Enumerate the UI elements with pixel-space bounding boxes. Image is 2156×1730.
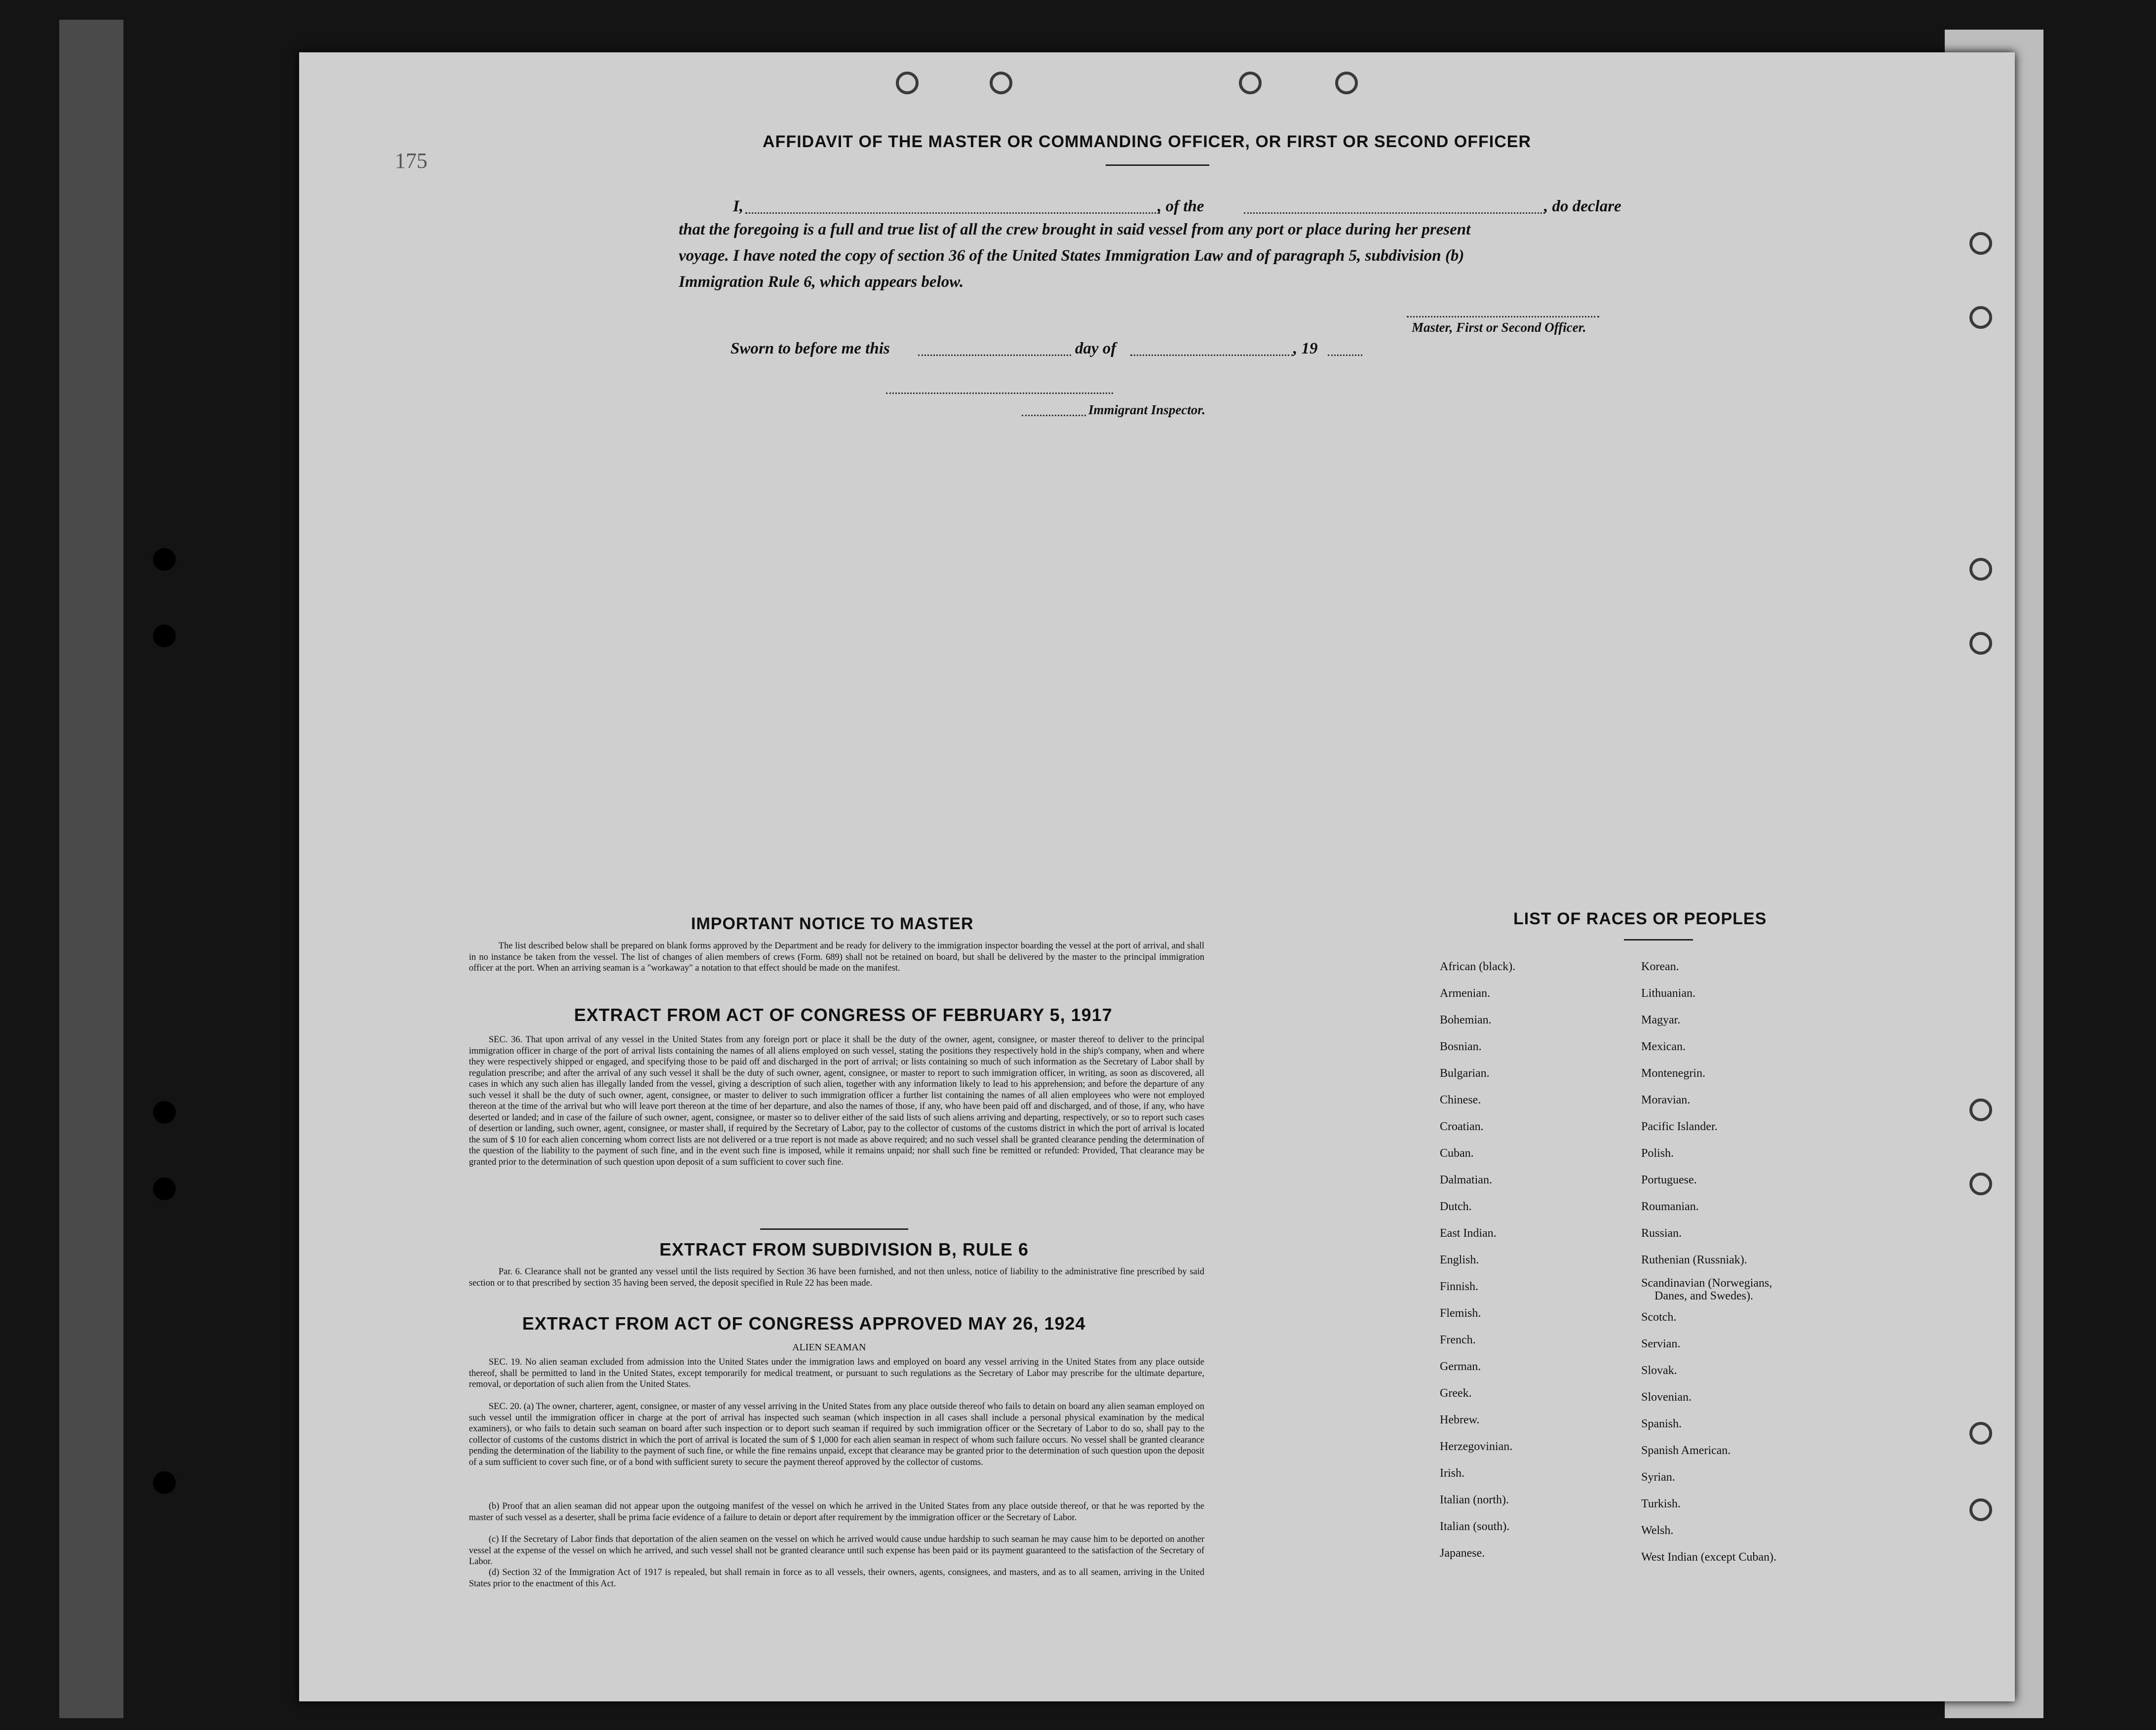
race-item: Pacific Islander. <box>1641 1120 1718 1133</box>
blank-inspector-prefix <box>1022 415 1086 416</box>
blank-name <box>745 212 1160 214</box>
race-item: Dalmatian. <box>1440 1174 1492 1186</box>
extract-1924-title: EXTRACT FROM ACT OF CONGRESS APPROVED MAY 26, 1924 <box>522 1313 1086 1334</box>
race-item: Scotch. <box>1641 1311 1677 1324</box>
race-item: Montenegrin. <box>1641 1067 1705 1080</box>
margin-note: 175 <box>395 149 427 173</box>
rule6-title: EXTRACT FROM SUBDIVISION B, RULE 6 <box>659 1239 1029 1259</box>
race-item: Mexican. <box>1641 1040 1686 1053</box>
sworn-text-b: day of <box>1075 340 1116 357</box>
sworn-text-a: Sworn to before me this <box>731 340 890 357</box>
race-item: Irish. <box>1440 1467 1464 1480</box>
punch-ring <box>1969 632 1992 655</box>
race-item: Lithuanian. <box>1641 987 1695 1000</box>
race-item: Spanish. <box>1641 1417 1682 1430</box>
affidavit-line1-b: , of the <box>1157 197 1204 215</box>
punch-ring <box>990 72 1012 94</box>
race-item: Finnish. <box>1440 1280 1479 1293</box>
race-item: Magyar. <box>1641 1014 1681 1026</box>
race-item: Scandinavian (Norwegians, <box>1641 1277 1772 1290</box>
blank-inspector-signature <box>886 393 1113 394</box>
race-item: Portuguese. <box>1641 1174 1697 1186</box>
affidavit-line1-a: I, <box>733 197 744 215</box>
race-item: Moravian. <box>1641 1094 1691 1106</box>
race-item: Japanese. <box>1440 1547 1485 1560</box>
race-item: Chinese. <box>1440 1094 1481 1106</box>
alien-seaman-subtitle: ALIEN SEAMAN <box>792 1342 866 1353</box>
sec20a-text: SEC. 20. (a) The owner, charterer, agent, consignee, or master of any vessel arriving in the United States from any place outside thereof who fails to detain on board any alien seaman employed on such vessel until the immigration officer in charge at the port of arrival has inspected such seaman (which inspection in all cases shall include a personal physical examination by the medical examiners), or who fails to detain such seaman on board after such inspection or to deport such seaman if required by such immigration officer or the Secretary of Labor to do so, shall pay to the collector of customs of the customs district in which the port of arrival is located the sum of $ 1,000 for each alien seaman in respect of whom such failure occurs. No vessel shall be granted clearance pending the determination of the liability to the payment of such fine, or while the fine remains unpaid, except that clearance may be granted prior to the determination of such question upon the deposit of a sum sufficient to cover such fine, or of a bond with sufficient surety to secure the payment thereof approved by the collector of customs. <box>469 1402 1204 1467</box>
binder-hole <box>153 1101 176 1124</box>
race-item: French. <box>1440 1334 1476 1346</box>
punch-ring <box>1969 1099 1992 1121</box>
blank-sworn-day <box>918 354 1071 356</box>
race-item: East Indian. <box>1440 1227 1497 1240</box>
rule6-text: Par. 6. Clearance shall not be granted any vessel until the lists required by Section 36 have been furnished, and not then unless, notice of liability to the administrative fine prescribed by said section or to that prescribed by section 35 having been served, the deposit specified in Rule 22 has been made. <box>469 1267 1204 1288</box>
blank-master-signature <box>1407 316 1599 317</box>
race-item: English. <box>1440 1254 1479 1266</box>
notice-title: IMPORTANT NOTICE TO MASTER <box>691 914 974 933</box>
divider <box>1624 939 1693 941</box>
race-item: Roumanian. <box>1641 1200 1699 1213</box>
race-item: Servian. <box>1641 1337 1681 1350</box>
race-item: Bosnian. <box>1440 1040 1482 1053</box>
race-item: Hebrew. <box>1440 1414 1480 1426</box>
race-item: Italian (north). <box>1440 1494 1509 1506</box>
blank-sworn-month <box>1130 354 1293 356</box>
race-item: Flemish. <box>1440 1307 1481 1320</box>
divider <box>760 1228 908 1230</box>
race-item: Herzegovinian. <box>1440 1440 1513 1453</box>
affidavit-line3: voyage. I have noted the copy of section 36 of the United States Immigration Law and of paragraph 5, subdivision (b) <box>679 247 1464 265</box>
race-item: Armenian. <box>1440 987 1490 1000</box>
binder-hole <box>153 548 176 571</box>
race-item: Russian. <box>1641 1227 1682 1240</box>
binder-hole <box>153 1178 176 1200</box>
race-item: Italian (south). <box>1440 1520 1510 1533</box>
race-item: Croatian. <box>1440 1120 1484 1133</box>
sec20c-text: (c) If the Secretary of Labor finds that deportation of the alien seamen on the vessel on which he arrived would cause undue hardship to such seaman he may cause him to be deported on another vessel at the expense of the vessel on which he arrived, and such vessel shall not be granted clearance until such expense has been paid or its payment guaranteed to the satisfaction of the Secretary of Labor. <box>469 1534 1204 1567</box>
binder-strip <box>59 20 123 1718</box>
punch-ring <box>896 72 919 94</box>
punch-ring <box>1239 72 1262 94</box>
punch-ring <box>1969 1498 1992 1521</box>
race-item: West Indian (except Cuban). <box>1641 1551 1776 1564</box>
binder-hole <box>153 625 176 647</box>
race-item: German. <box>1440 1360 1481 1373</box>
extract-1917-title: EXTRACT FROM ACT OF CONGRESS OF FEBRUARY 5, 1917 <box>574 1005 1113 1025</box>
race-item: African (black). <box>1440 960 1516 973</box>
punch-ring <box>1969 1422 1992 1445</box>
notice-text: The list described below shall be prepared on blank forms approved by the Department and be ready for delivery to the immigration inspector boarding the vessel at the port of arrival, and shall in no instance be taken from the vessel. The list of changes of alien members of crews (Form. 689) shall not be retained on board, but shall be delivered by the master to the principal immigration officer at the port. When an arriving seaman is a "workaway" a notation to that effect should be made on the manifest. <box>469 941 1204 973</box>
blank-vessel <box>1244 212 1545 214</box>
punch-ring <box>1969 1173 1992 1195</box>
affidavit-title: AFFIDAVIT OF THE MASTER OR COMMANDING OFFICER, OR FIRST OR SECOND OFFICER <box>763 132 1531 151</box>
blank-sworn-year <box>1328 354 1362 356</box>
master-signature-label: Master, First or Second Officer. <box>1412 320 1586 335</box>
race-item: Danes, and Swedes). <box>1655 1290 1753 1302</box>
affidavit-line4: Immigration Rule 6, which appears below. <box>679 273 964 291</box>
inspector-label: Immigrant Inspector. <box>1088 402 1206 417</box>
affidavit-line1-c: , do declare <box>1544 197 1621 215</box>
punch-ring <box>1969 232 1992 255</box>
sec20d-text: (d) Section 32 of the Immigration Act of 1917 is repealed, but shall remain in force as to all vessels, their owners, agents, consignees, and masters, and as to all seamen, arriving in the United States prior to the enactment of this Act. <box>469 1568 1204 1589</box>
race-item: Polish. <box>1641 1147 1674 1160</box>
race-item: Cuban. <box>1440 1147 1474 1160</box>
extract-1917-text: SEC. 36. That upon arrival of any vessel in the United States from any foreign port or place it shall be the duty of the owner, agent, consignee, or master thereof to deliver to the principal immigration officer in charge of the port of arrival lists containing the names of all aliens employed on such vessel, stating the positions they respectively hold in the ship's company, when and where they were respectively shipped or engaged, and specifying those to be paid off and discharged in the port of arrival; or lists containing so much of such information as the Secretary of Labor shall by regulation prescribe; and after the arrival of any such vessel it shall be the duty of such owner, agent, consignee, or master to report to such immigration officer, in writing, as soon as discovered, all cases in which any such alien has illegally landed from the vessel, giving a description of such alien, together with any information likely to lead to his apprehension; and before the departure of any such vessel it shall be the duty of such owner, agent, consignee, or master to deliver to such immigration officer a further list containing the names of all alien employees who were not employed thereon at the time of the arrival but who will leave port thereon at the time of her departure, and also the names of those, if any, who have been paid off and discharged, and of those, if any, who have deserted or landed; and in case of the failure of such owner, agent, consignee, or master so to deliver either of the said lists of such aliens arriving and departing, respectively, or so to report such cases of desertion or landing, such owner, agent, consignee, or master shall, if required by the Secretary of Labor, pay to the collector of customs of the customs district in which the port of arrival is located the sum of $ 10 for each alien concerning whom correct lists are not delivered or a true report is not made as above required; and no such vessel shall be granted clearance pending the determination of the question of the liability to the payment of such fine, and in the event such fine is imposed, while it remains unpaid; nor shall such fine be remitted or refunded: Provided, That clearance may be granted prior to the determination of such question upon deposit of a sum sufficient to cover such fine. <box>469 1035 1204 1167</box>
binder-hole <box>153 1471 176 1494</box>
race-item: Greek. <box>1440 1387 1472 1400</box>
divider <box>1106 164 1209 166</box>
race-item: Korean. <box>1641 960 1679 973</box>
race-item: Slovenian. <box>1641 1391 1692 1404</box>
race-item: Spanish American. <box>1641 1444 1731 1457</box>
race-item: Turkish. <box>1641 1497 1681 1510</box>
races-title: LIST OF RACES OR PEOPLES <box>1513 909 1767 928</box>
sec20b-text: (b) Proof that an alien seaman did not appear upon the outgoing manifest of the vessel on which he arrived in the United States from any place outside thereof, or that he was reported by the master of such vessel as a deserter, shall be prima facie evidence of a failure to detain or deport after requirement by the immigration officer or the Secretary of Labor. <box>469 1501 1204 1523</box>
race-item: Dutch. <box>1440 1200 1472 1213</box>
race-item: Bulgarian. <box>1440 1067 1490 1080</box>
race-item: Ruthenian (Russniak). <box>1641 1254 1747 1266</box>
race-item: Bohemian. <box>1440 1014 1492 1026</box>
race-item: Slovak. <box>1641 1364 1677 1377</box>
race-item: Welsh. <box>1641 1524 1674 1537</box>
punch-ring <box>1335 72 1358 94</box>
punch-ring <box>1969 306 1992 329</box>
sworn-text-c: , 19 <box>1293 340 1318 357</box>
punch-ring <box>1969 558 1992 581</box>
sec19-text: SEC. 19. No alien seaman excluded from admission into the United States under the immigration laws and employed on board any vessel arriving in the United States from any place outside thereof, shall be permitted to land in the United States, except temporarily for medical treatment, or pursuant to such regulations as the Secretary of Labor may prescribe for the ultimate departure, removal, or deportation of such alien from the United States. <box>469 1357 1204 1389</box>
race-item: Syrian. <box>1641 1471 1675 1484</box>
affidavit-line2: that the foregoing is a full and true list of all the crew brought in said vessel from any port or place during her present <box>679 221 1471 238</box>
